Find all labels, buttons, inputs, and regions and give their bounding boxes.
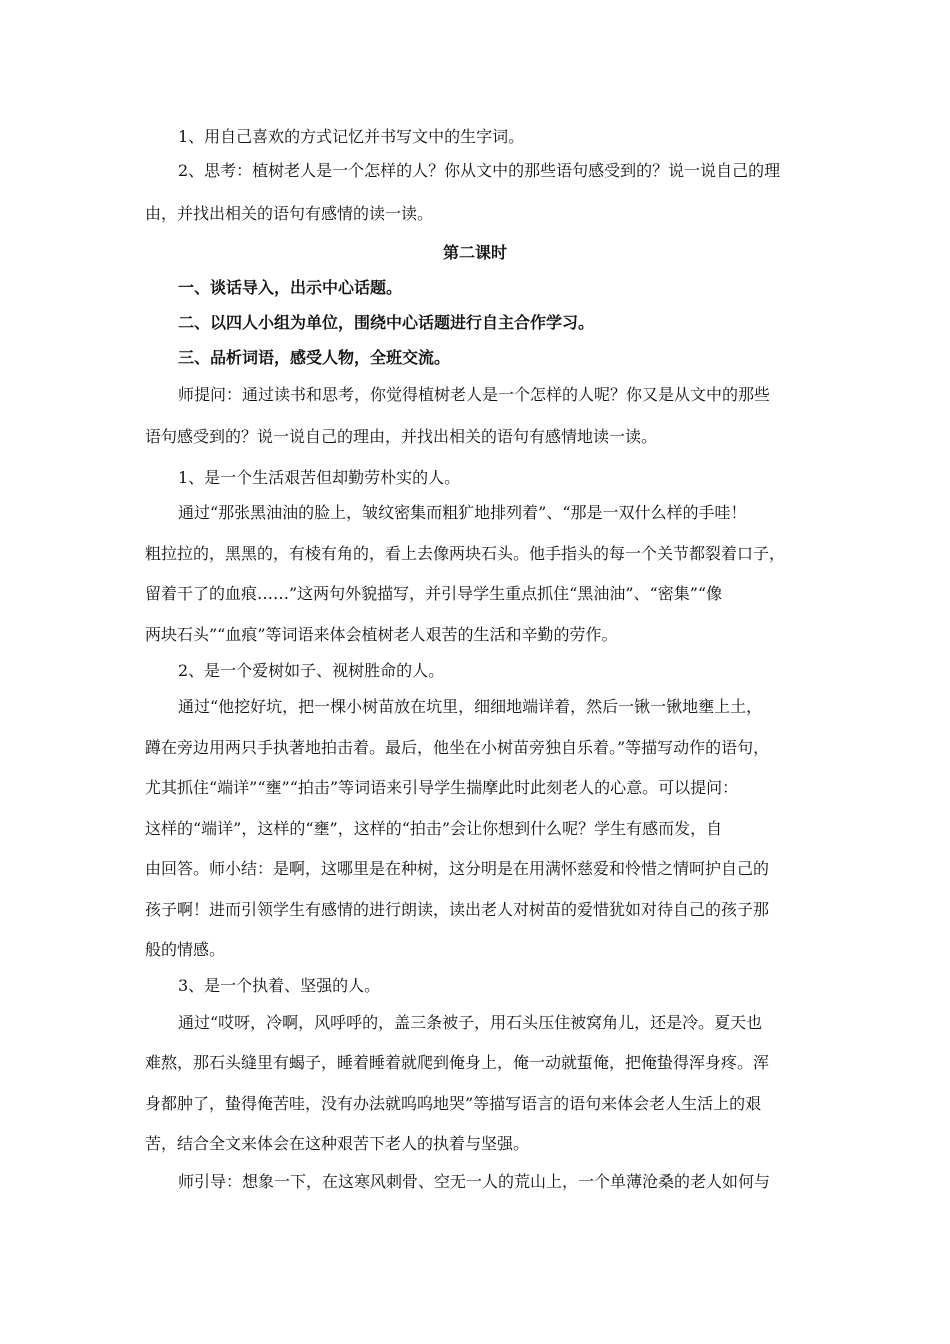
homework-item-2-cont: 由，并找出相关的语句有感情的读一读。 bbox=[145, 204, 434, 223]
paragraph-line: 粗拉拉的，黑黑的，有棱有角的，看上去像两块石头。他手指头的每一个关节都裂着口子， bbox=[145, 544, 786, 563]
paragraph-line: 留着干了的血痕……”这两句外貌描写，并引导学生重点抓住“黑油油”、“密集”“像 bbox=[145, 584, 723, 603]
paragraph-line: 通过“哎呀，冷啊，风呼呼的，盖三条被子，用石头压住被窝角儿，还是冷。夏天也 bbox=[178, 1013, 763, 1032]
paragraph-line: 难熬，那石头缝里有蝎子，睡着睡着就爬到俺身上，俺一动就蜇俺，把俺蛰得浑身疼。浑 bbox=[145, 1053, 770, 1072]
homework-item-1: 1、用自己喜欢的方式记忆并书写文中的生字词。 bbox=[178, 127, 525, 146]
paragraph-line: 蹲在旁边用两只手执著地拍击着。最后，他坐在小树苗旁独自乐着。”等描写动作的语句， bbox=[145, 738, 770, 757]
paragraph-line: 通过“那张黑油油的脸上，皱纹密集而粗犷地排列着”、“那是一双什么样的手哇！ bbox=[178, 503, 747, 522]
paragraph-line: 般的情感。 bbox=[145, 940, 226, 959]
step-heading-3: 三、品析词语，感受人物，全班交流。 bbox=[178, 348, 451, 367]
paragraph-line: 师提问：通过读书和思考，你觉得植树老人是一个怎样的人呢？你又是从文中的那些 bbox=[178, 385, 771, 404]
paragraph-line: 孩子啊！进而引领学生有感情的进行朗读，读出老人对树苗的爱惜犹如对待自己的孩子那 bbox=[145, 900, 770, 919]
paragraph-line: 身都肿了，蛰得俺苦哇，没有办法就呜呜地哭”等描写语言的语句来体会老人生活上的艰 bbox=[145, 1094, 762, 1113]
point-2-heading: 2、是一个爱树如子、视树胜命的人。 bbox=[178, 661, 445, 680]
paragraph-line: 通过“他挖好坑，把一棵小树苗放在坑里，细细地端详着，然后一锹一锹地壅上土， bbox=[178, 697, 763, 716]
point-3-heading: 3、是一个执着、坚强的人。 bbox=[178, 976, 381, 995]
paragraph-line: 尤其抓住“端详”“壅”“拍击”等词语来引导学生揣摩此时此刻老人的心意。可以提问： bbox=[145, 778, 739, 797]
paragraph-line: 语句感受到的？说一说自己的理由，并找出相关的语句有感情地读一读。 bbox=[145, 427, 658, 446]
paragraph-line: 由回答。师小结：是啊，这哪里是在种树，这分明是在用满怀慈爱和怜惜之情呵护自己的 bbox=[145, 859, 770, 878]
paragraph-line: 师引导：想象一下，在这寒风刺骨、空无一人的荒山上，一个单薄沧桑的老人如何与 bbox=[178, 1172, 771, 1191]
step-heading-1: 一、谈话导入，出示中心话题。 bbox=[178, 278, 403, 297]
paragraph-line: 苦，结合全文来体会在这种艰苦下老人的执着与坚强。 bbox=[145, 1134, 530, 1153]
homework-item-2: 2、思考：植树老人是一个怎样的人？你从文中的那些语句感受到的？说一说自己的理 bbox=[178, 161, 781, 180]
paragraph-line: 这样的“端详”，这样的“壅”，这样的“拍击”会让你想到什么呢？学生有感而发，自 bbox=[145, 819, 723, 838]
section-heading: 第二课时 bbox=[442, 243, 507, 262]
paragraph-line: 两块石头”“血痕”等词语来体会植树老人艰苦的生活和辛勤的劳作。 bbox=[145, 625, 618, 644]
step-heading-2: 二、以四人小组为单位，围绕中心话题进行自主合作学习。 bbox=[178, 313, 595, 332]
point-1-heading: 1、是一个生活艰苦但却勤劳朴实的人。 bbox=[178, 468, 461, 487]
